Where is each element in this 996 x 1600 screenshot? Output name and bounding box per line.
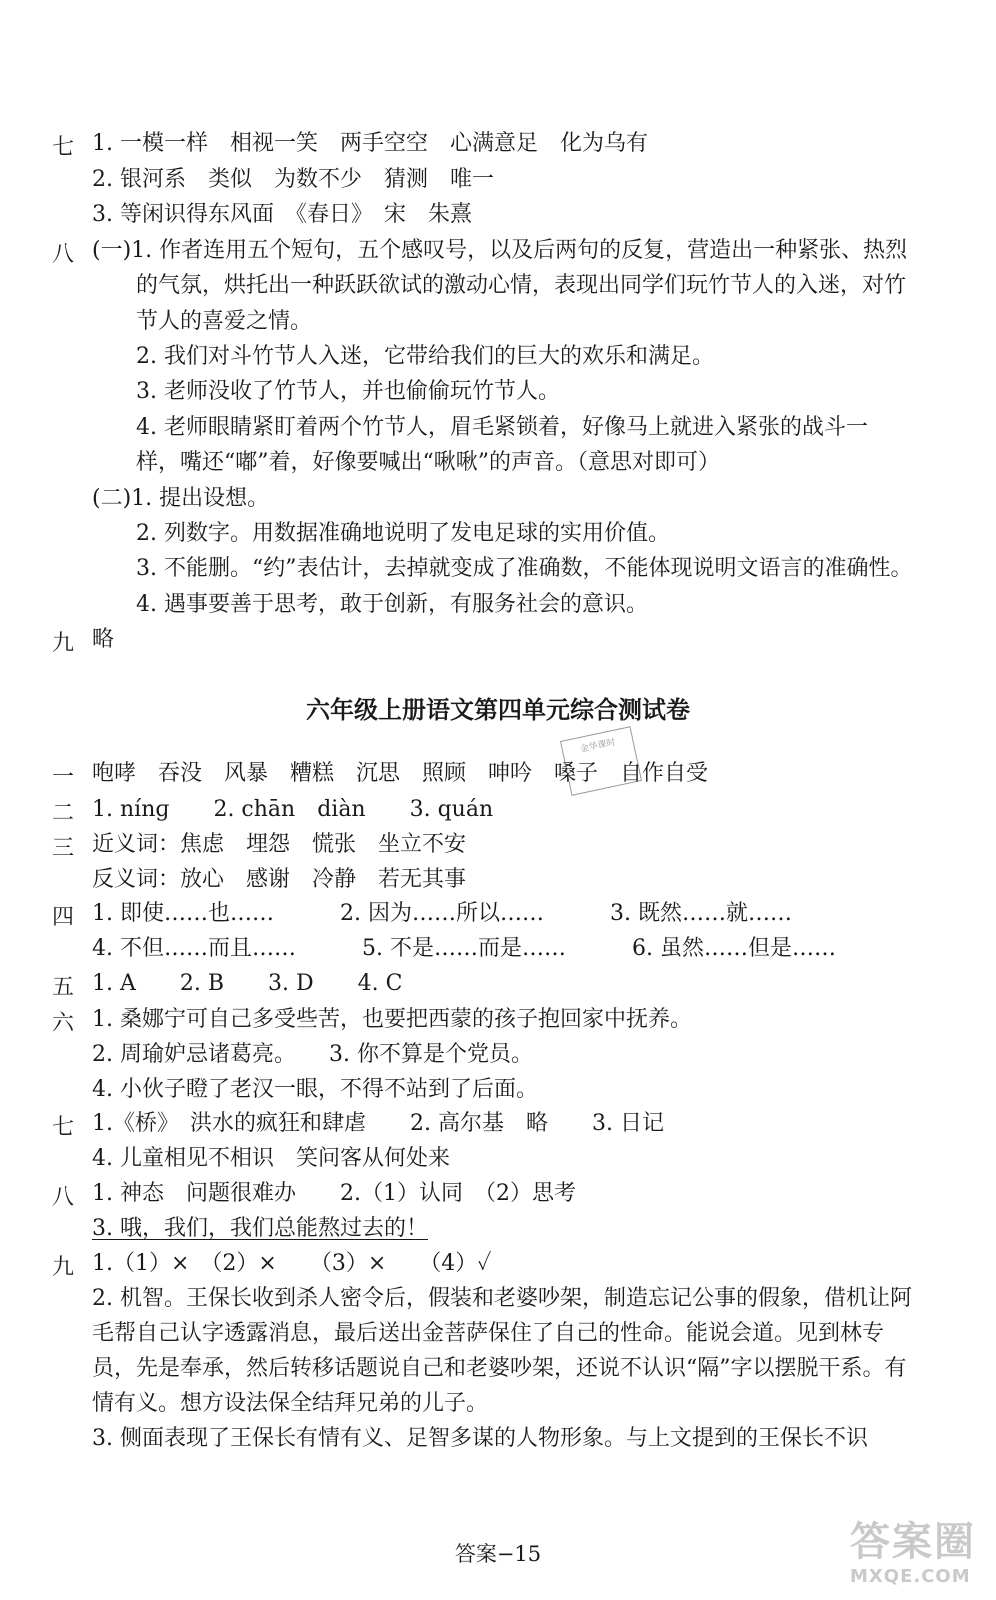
- item-number: 一: [52, 765, 75, 790]
- answer-line: 4. 小伙子瞪了老汉一眼，不得不站到了后面。: [92, 1077, 538, 1102]
- answer-line: 情有义。想方设法保全结拜兄弟的儿子。: [92, 1391, 489, 1416]
- item-number: 八: [52, 242, 75, 267]
- item-number: 二: [52, 801, 75, 826]
- answer-line: 1.《桥》 洪水的疯狂和肆虐 2. 高尔基 略 3. 日记: [92, 1111, 664, 1136]
- answer-line: 的气氛，烘托出一种跃跃欲试的激动心情，表现出同学们玩竹节人的入迷，对竹: [136, 273, 907, 298]
- answer-line: 1. 即使……也…… 2. 因为……所以…… 3. 既然……就……: [92, 901, 792, 926]
- item-number: 五: [52, 975, 75, 1000]
- item-number: 七: [52, 135, 75, 160]
- item-number: 九: [52, 631, 75, 656]
- answer-line: 1. 神态 问题很难办 2.（1）认同 （2）思考: [92, 1181, 576, 1206]
- answer-line: 2. 机智。王保长收到杀人密令后，假装和老婆吵架，制造忘记公事的假象，借机让阿: [92, 1286, 912, 1311]
- page-title: 六年级上册语文第四单元综合测试卷: [306, 696, 690, 724]
- answer-line: 4. 儿童相见不相识 笑问客从何处来: [92, 1146, 450, 1171]
- logo-text: 答案圈: [850, 1519, 976, 1565]
- answer-line: 1. A 2. B 3. D 4. C: [92, 971, 403, 996]
- answer-line: (二)1. 提出设想。: [92, 486, 270, 511]
- item-number: 六: [52, 1011, 75, 1036]
- answer-line: 员，先是奉承，然后转移话题说自己和老婆吵架，还说不认识“隔”字以摆脱干系。有: [92, 1356, 907, 1381]
- answer-line: 毛帮自己认字透露消息，最后送出金菩萨保住了自己的性命。能说会道。见到林专: [92, 1321, 885, 1346]
- answer-line: 1. nínɡ 2. chān diàn 3. quán: [92, 797, 494, 822]
- answer-line: 3. 侧面表现了王保长有情有义、足智多谋的人物形象。与上文提到的王保长不识: [92, 1426, 868, 1451]
- answer-line: 4. 老师眼睛紧盯着两个竹节人，眉毛紧锁着，好像马上就进入紧张的战斗一: [136, 415, 868, 440]
- item-number: 四: [52, 905, 75, 930]
- answer-line: 3. 等闲识得东风面 《春日》 宋 朱熹: [92, 202, 472, 227]
- stamp-icon: 金华课时: [560, 726, 642, 796]
- answer-line: 4. 不但……而且…… 5. 不是……而是…… 6. 虽然……但是……: [92, 936, 836, 961]
- answer-line: 2. 银河系 类似 为数不少 猜测 唯一: [92, 167, 494, 192]
- answer-line: 1.（1）× （2）× （3）× （4）✓: [92, 1251, 492, 1276]
- item-number: 七: [52, 1115, 75, 1140]
- item-number: 八: [52, 1185, 75, 1210]
- answer-line: (一)1. 作者连用五个短句，五个感叹号，以及后两句的反复，营造出一种紧张、热烈: [92, 238, 908, 263]
- item-number: 九: [52, 1255, 75, 1280]
- answer-line: 样，嘴还“嘟”着，好像要喊出“啾啾”的声音。（意思对即可）: [136, 450, 720, 475]
- answer-line: 略: [92, 627, 115, 652]
- answer-line: 咆哮 吞没 风暴 糟糕 沉思 照顾 呻吟 嗓子 自作自受: [92, 761, 709, 786]
- answer-line: 3. 不能删。“约”表估计，去掉就变成了准确数，不能体现说明文语言的准确性。: [136, 556, 913, 581]
- answer-line: 1. 桑娜宁可自己多受些苦，也要把西蒙的孩子抱回家中抚养。: [92, 1007, 692, 1032]
- answer-line: 2. 周瑜妒忌诸葛亮。 3. 你不算是个党员。: [92, 1042, 533, 1067]
- answer-line: 1. 一模一样 相视一笑 两手空空 心满意足 化为乌有: [92, 131, 648, 156]
- answer-line: 3. 老师没收了竹节人，并也偷偷玩竹节人。: [136, 379, 560, 404]
- answer-line: 4. 遇事要善于思考，敢于创新，有服务社会的意识。: [136, 592, 648, 617]
- answer-line: 反义词：放心 感谢 冷静 若无其事: [92, 867, 467, 892]
- logo-url: MXQE.COM: [850, 1566, 971, 1587]
- answer-line: 节人的喜爱之情。: [136, 309, 313, 334]
- item-number: 三: [52, 836, 75, 861]
- answer-line: 3. 哦，我们，我们总能熬过去的！: [92, 1216, 428, 1241]
- answer-line: 近义词：焦虑 埋怨 慌张 坐立不安: [92, 832, 467, 857]
- answer-line: 2. 列数字。用数据准确地说明了发电足球的实用价值。: [136, 521, 670, 546]
- page-number: 答案−15: [454, 1542, 542, 1566]
- answer-line: 2. 我们对斗竹节人入迷，它带给我们的巨大的欢乐和满足。: [136, 344, 714, 369]
- watermark-logo: [850, 1518, 980, 1596]
